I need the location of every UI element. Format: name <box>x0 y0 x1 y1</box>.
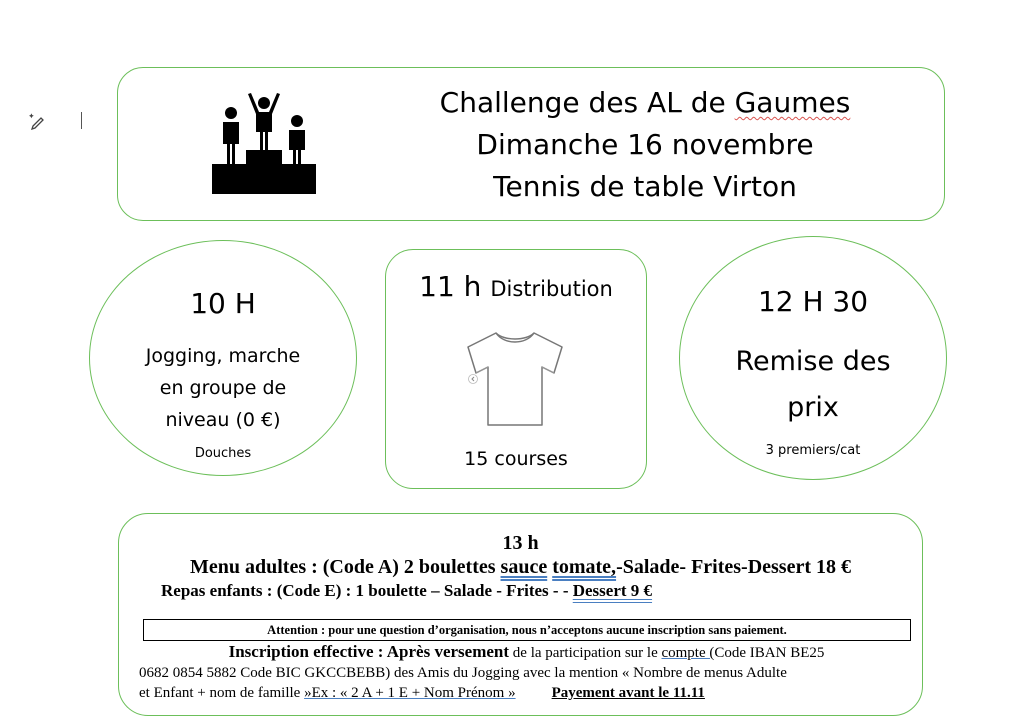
inscription-part-2: Code IBAN BE25 <box>714 645 825 661</box>
distribution-title <box>386 270 646 303</box>
header-line-1-prefix: Challenge des AL de <box>439 86 735 119</box>
text-cursor <box>81 112 82 129</box>
jogging-time: 10 H <box>190 287 256 320</box>
inscription-part-4: et Enfant + nom de famille <box>139 685 305 701</box>
jogging-note: Douches <box>194 446 252 461</box>
adult-menu-sauce: sauce <box>500 556 548 578</box>
inscription-line-2: 0682 0854 5882 Code BIC GKCCBEBB) des Amis du Jogging avec la mention « Nombre de menus Adulte <box>139 665 787 681</box>
header-line-3: Tennis de table Virton <box>493 170 797 203</box>
kids-menu-dessert: Dessert 9 € <box>572 581 653 600</box>
inscription-part-1: de la participation sur le <box>509 645 662 661</box>
adult-menu <box>119 556 922 579</box>
adult-menu-rest: -Salade- Frites-Dessert 18 € <box>616 556 851 578</box>
kids-menu <box>161 581 652 601</box>
header-line-1-misspelled: Gaumes <box>734 86 851 119</box>
chevron-left-icon[interactable] <box>468 374 478 384</box>
awards-description <box>680 339 946 431</box>
distribution-time: 11 h <box>419 270 482 303</box>
header-line-2: Dimanche 16 novembre <box>476 128 814 161</box>
inscription-line-1 <box>139 642 914 663</box>
jogging-desc-line-2: en groupe de <box>159 377 287 399</box>
courses-count: 15 courses <box>464 448 568 470</box>
awards-note: 3 premiers/cat <box>765 443 861 458</box>
inscription-line-3 <box>139 683 914 703</box>
awards-desc-line-2: prix <box>787 392 839 423</box>
awards-desc-line-1: Remise des <box>735 346 891 377</box>
inscription-example: »Ex : « 2 A + 1 E + Nom Prénom » <box>304 685 516 701</box>
inscription-text <box>139 642 914 703</box>
attention-notice: Attention : pour une question d’organisation, nous n’acceptons aucune inscription sans paiement. <box>143 619 911 641</box>
inscription-compte: compte ( <box>661 645 715 661</box>
podium-icon <box>212 92 316 194</box>
distribution-label: Distribution <box>490 277 613 301</box>
jogging-description <box>90 340 356 436</box>
jogging-circle <box>89 240 357 476</box>
awards-circle <box>679 236 947 480</box>
awards-time: 12 H 30 <box>757 285 869 318</box>
distribution-box <box>385 249 647 489</box>
meal-box <box>118 513 923 716</box>
adult-menu-tomate: tomate, <box>552 556 617 578</box>
jogging-desc-line-3: niveau (0 €) <box>165 409 281 431</box>
kids-menu-text: Repas enfants : (Code E) : 1 boulette – Salade - Frites - - <box>161 581 573 600</box>
header-line-1 <box>400 82 890 124</box>
jogging-desc-line-1: Jogging, marche <box>145 345 301 367</box>
adult-menu-text: Menu adultes : (Code A) 2 boulettes <box>189 556 501 578</box>
header-title <box>400 82 890 208</box>
inscription-lead: Inscription effective : Après versement <box>228 642 510 661</box>
payment-deadline: Payement avant le 11.11 <box>551 685 705 701</box>
pen-sparkle-icon[interactable] <box>28 110 48 130</box>
meal-time: 13 h <box>502 532 539 554</box>
